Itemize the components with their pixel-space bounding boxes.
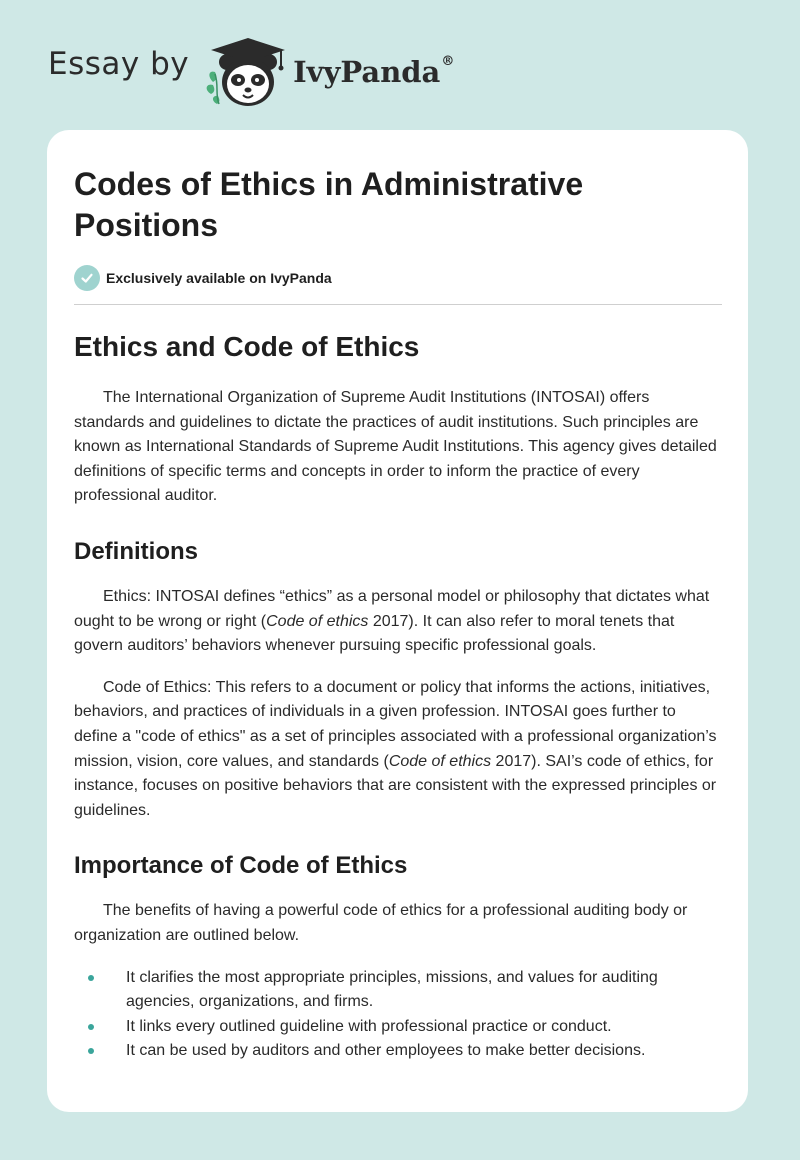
section-heading-definitions: Definitions	[74, 537, 198, 565]
essay-by-label: Essay by	[48, 46, 190, 82]
brand-name[interactable]	[293, 55, 454, 89]
list-item-text: It clarifies the most appropriate principles, missions, and values for auditing agencies, organizations, and firms.	[126, 968, 658, 1011]
benefits-list	[74, 966, 720, 1064]
paragraph-code-definition	[74, 676, 720, 824]
citation: Code of ethics	[388, 752, 492, 770]
text-run: 2017). SAI’s code of ethics, for instance, focuses on positive behaviors that are consistent with the expressed principles or guidelines.	[74, 752, 717, 819]
list-item-text: It can be used by auditors and other employees to make better decisions.	[126, 1042, 646, 1060]
registered-mark: ®	[441, 54, 455, 70]
site-header	[48, 30, 454, 110]
panda-graduate-logo-icon[interactable]	[203, 30, 289, 110]
list-item	[74, 1015, 720, 1040]
section-heading-importance: Importance of Code of Ethics	[74, 852, 408, 880]
section-heading-ethics: Ethics and Code of Ethics	[74, 331, 420, 362]
bullet-dot-icon	[88, 1048, 94, 1054]
bullet-dot-icon	[88, 1024, 94, 1030]
text-run: Ethics: INTOSAI defines “ethics” as a personal model or philosophy that dictates what ought to be wrong or right (	[74, 587, 710, 630]
article-title: Codes of Ethics in Administrative Positions	[74, 166, 584, 243]
divider	[74, 304, 722, 305]
brand-text: IvyPanda	[293, 55, 441, 89]
exclusive-badge	[74, 265, 721, 291]
check-icon	[74, 265, 100, 291]
citation: Code of ethics	[266, 612, 369, 630]
exclusive-label: Exclusively available on IvyPanda	[106, 270, 332, 286]
list-item	[74, 1039, 720, 1064]
paragraph-benefits-intro: The benefits of having a powerful code of ethics for a professional auditing body or organization are outlined below.	[74, 902, 688, 944]
article-card	[47, 130, 748, 1112]
bullet-dot-icon	[88, 975, 94, 981]
list-item-text: It links every outlined guideline with professional practice or conduct.	[126, 1017, 612, 1035]
text-run: 2017). It can also refer to moral tenets that govern auditors’ behaviors whenever pursuing specific professional goals.	[74, 612, 675, 655]
text-run: Code of Ethics: This refers to a document or policy that informs the actions, initiatives, behaviors, and practices of individuals in a given profession. INTOSAI goes further to define a "code of ethics" as a set of principles associated with a professional organization’s mission, vision, core values, and standards (	[74, 678, 717, 770]
list-item	[74, 966, 720, 1015]
paragraph-ethics-definition	[74, 585, 720, 659]
paragraph-intosai: The International Organization of Supreme Audit Institutions (INTOSAI) offers standards and guidelines to dictate the practices of audit institutions. Such principles are known as International Standards of Supreme Audit Institutions. This agency gives detailed definitions of specific terms and concepts in order to inform the practice of every professional auditor.	[74, 389, 717, 505]
